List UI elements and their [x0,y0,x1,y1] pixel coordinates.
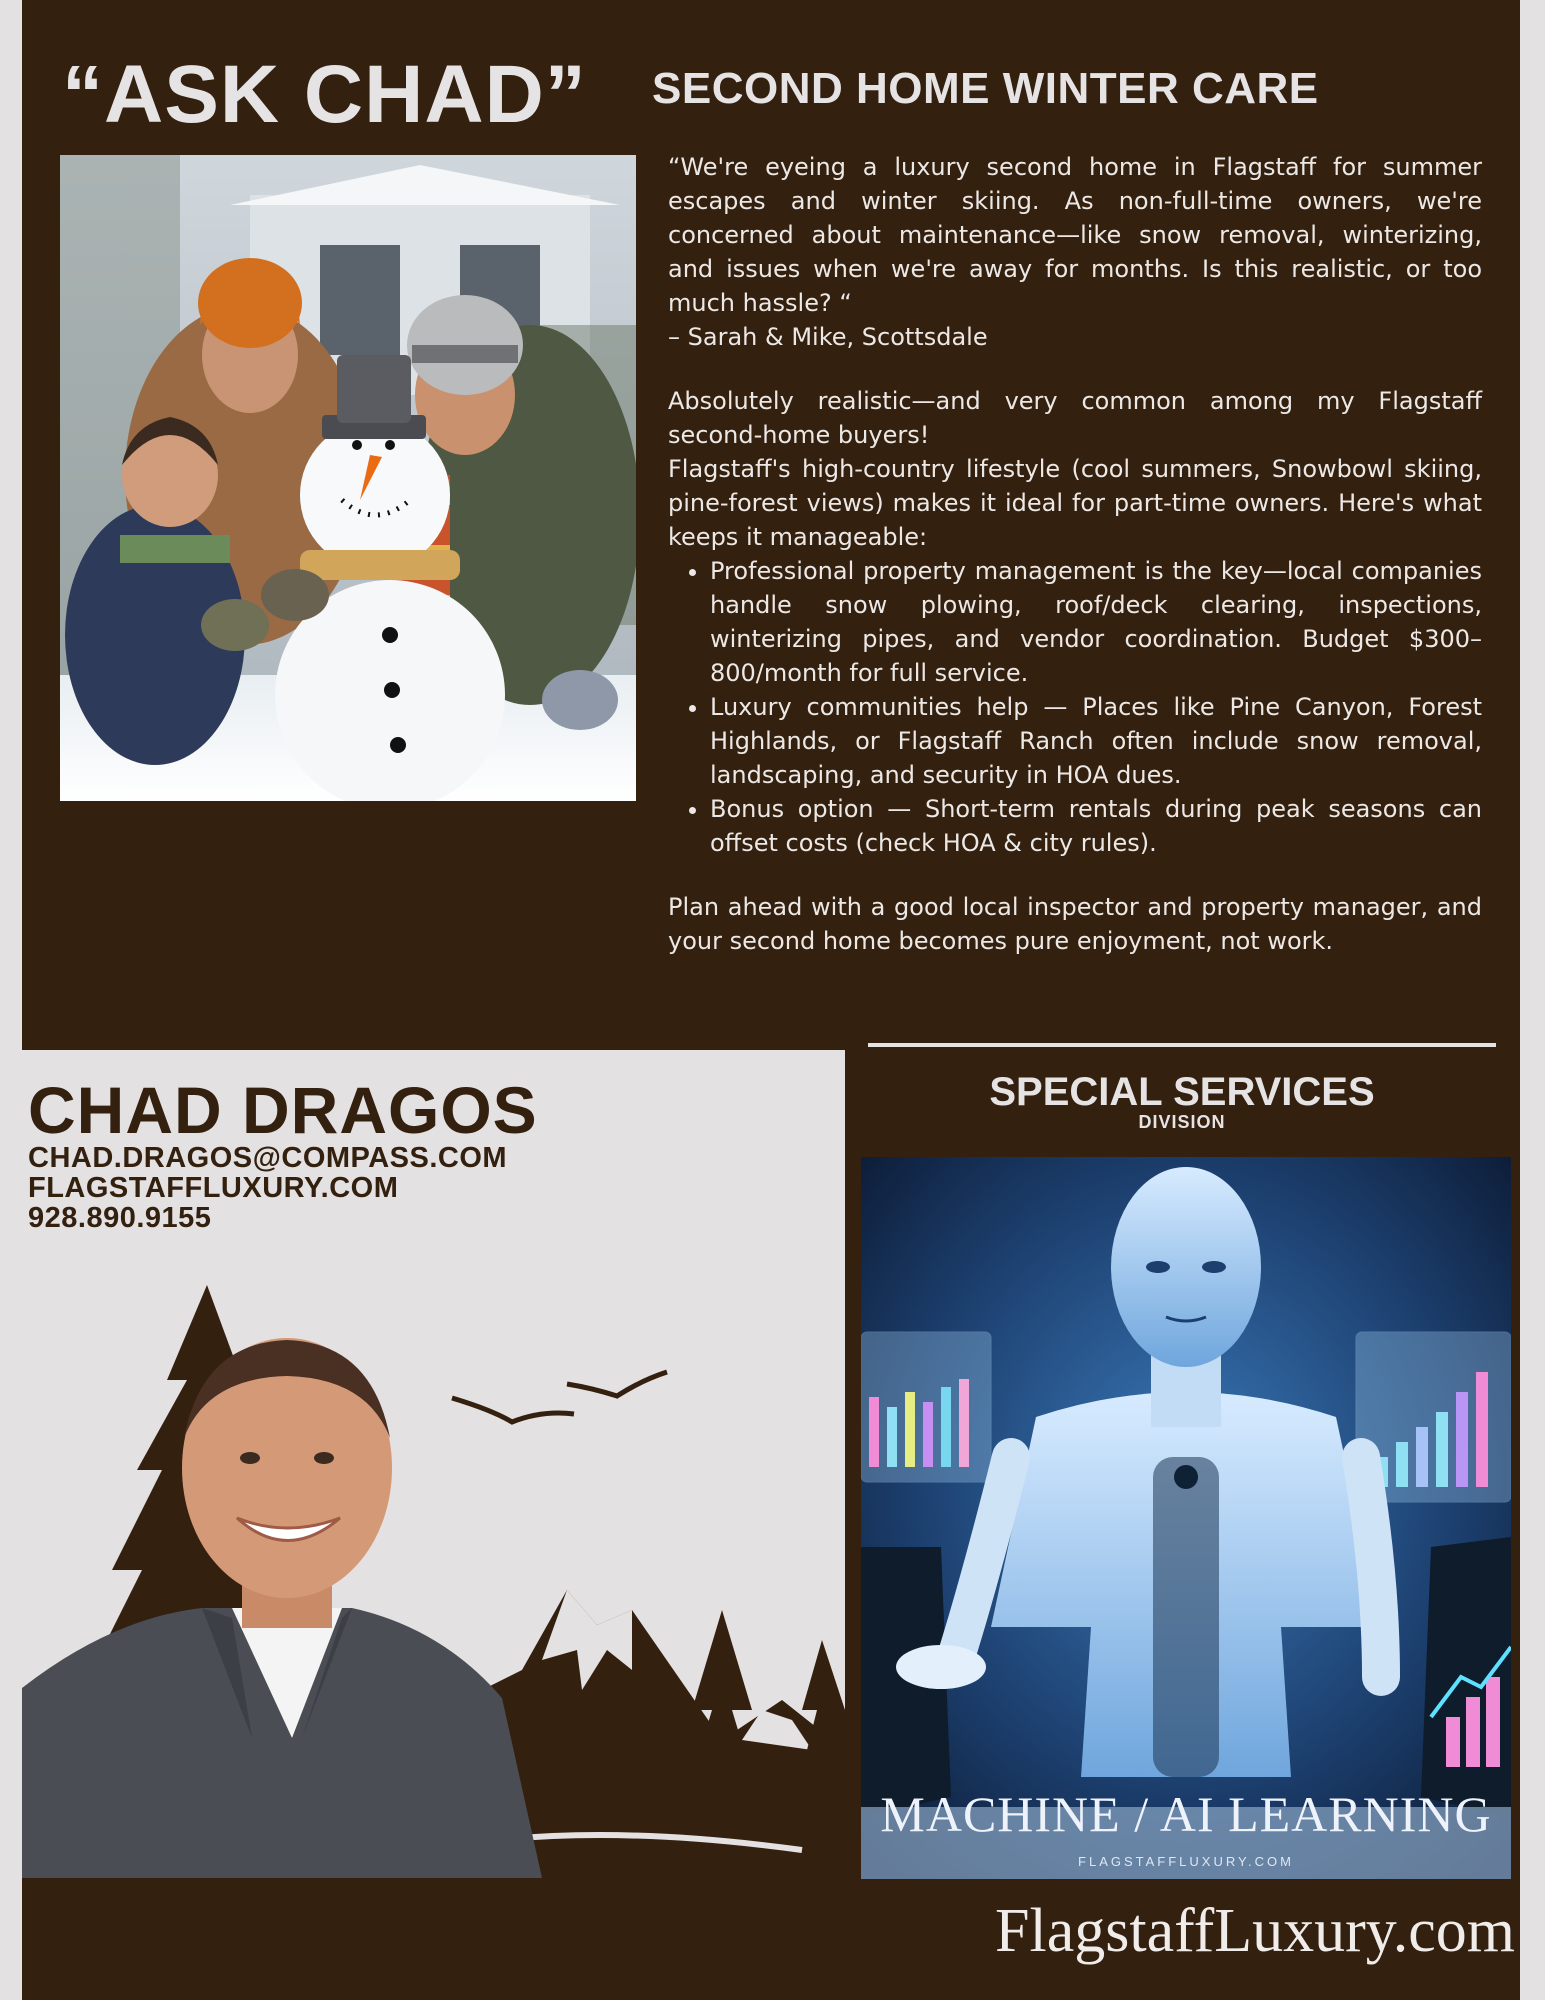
answer-body: Flagstaff's high-country lifestyle (cool summers, Snowbowl skiing, pine-forest views) makes it ideal for part-time owners. Here's what keeps it manageable: [668,455,1482,551]
section-divider [868,1043,1496,1047]
agent-email[interactable]: CHAD.DRAGOS@COMPASS.COM [28,1142,508,1174]
agent-name: CHAD DRAGOS [28,1073,538,1147]
robot-illustration [861,1157,1511,1879]
snowman-illustration [60,155,636,801]
family-snowman-photo [60,155,636,801]
reader-question: “We're eyeing a luxury second home in Flagstaff for summer escapes and winter skiing. As non-full-time owners, we're concerned about maintenance—like snow removal, winterizing, and issues when we're away for months. Is this realistic, or too much hassle? “ [668,153,1482,317]
answer-intro: Absolutely realistic—and very common among my Flagstaff second-home buyers! [668,387,1482,449]
tips-list [668,554,1482,860]
ai-learning-image [861,1157,1511,1879]
contact-panel [22,1050,845,1878]
answer-closing: Plan ahead with a good local inspector and property manager, and your second home becomes pure enjoyment, not work. [668,893,1482,955]
special-services-subtitle: DIVISION [1138,1112,1226,1132]
list-item: • Bonus option — Short-term rentals during peak seasons can offset costs (check HOA & city rules). [710,792,1482,860]
list-item: • Luxury communities help — Places like Pine Canyon, Forest Highlands, or Flagstaff Ranch often include snow removal, landscaping, and security in HOA dues. [710,690,1482,792]
reader-signature: – Sarah & Mike, Scottsdale [668,323,988,351]
ai-small-caption: FLAGSTAFFLUXURY.COM [1078,1854,1294,1869]
footer-website[interactable]: FlagstaffLuxury.com [994,1897,1515,1965]
ai-caption: MACHINE / AI LEARNING [880,1786,1492,1842]
special-services-title: SPECIAL SERVICES [989,1070,1375,1114]
article-title: SECOND HOME WINTER CARE [652,64,1319,113]
article-body [668,150,1482,958]
agent-website[interactable]: FLAGSTAFFLUXURY.COM [28,1172,399,1204]
list-item: • Professional property management is the key—local companies handle snow plowing, roof/deck clearing, inspections, winterizing pipes, and vendor coordination. Budget $300–800/month for full service. [710,554,1482,690]
agent-phone[interactable]: 928.890.9155 [28,1202,212,1234]
agent-headshot [22,1318,582,1878]
column-title: “ASK CHAD” [62,49,587,140]
